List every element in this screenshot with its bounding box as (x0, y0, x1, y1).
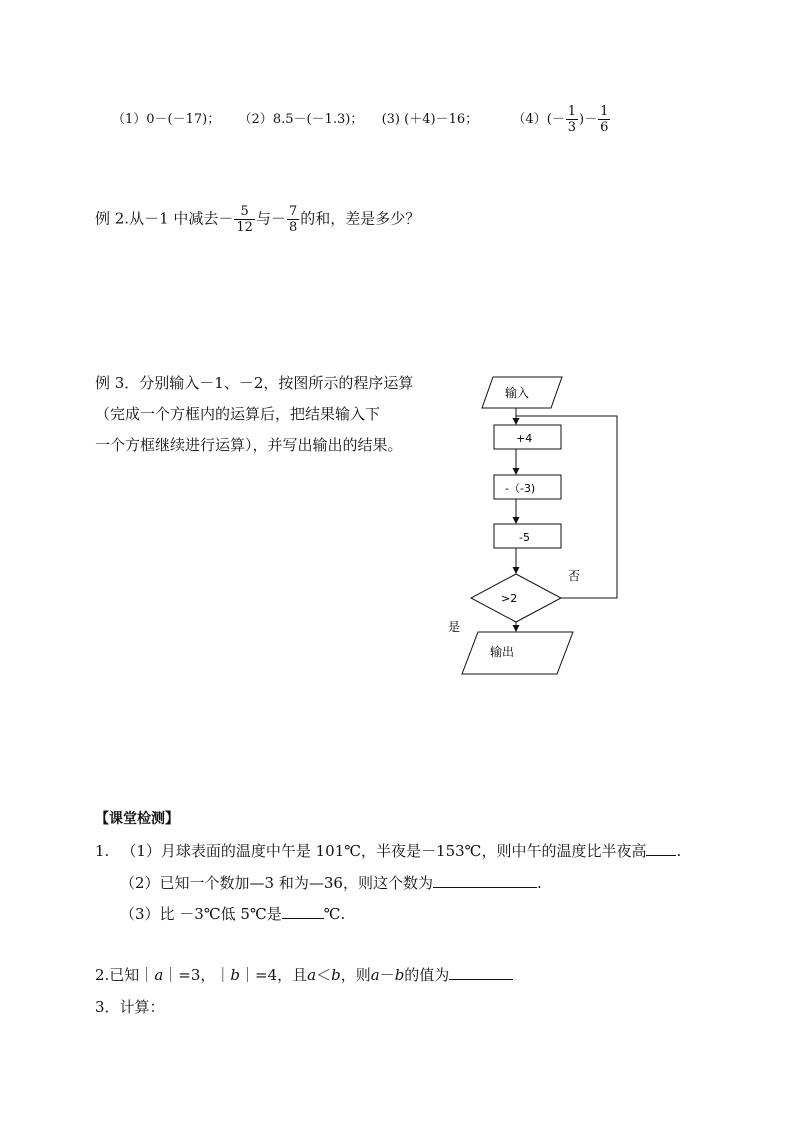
var-b: b (331, 966, 341, 984)
exercise-1-part-4-close: )－ (579, 112, 598, 127)
question-1-number: 1. (95, 842, 110, 860)
flowchart-no-label: 否 (568, 569, 581, 583)
fraction-denominator: 8 (288, 220, 298, 235)
question-1-line-a (95, 840, 681, 861)
exercise-1-part-2-expr: 8.5－(－1.3)； (272, 112, 364, 127)
fraction-numerator: 7 (288, 204, 298, 219)
example-3-line-3: 一个方框继续进行运算），并写出输出的结果。 (95, 436, 403, 454)
var-b: b (230, 966, 240, 984)
exercise-1-part-1-label: （1） (112, 112, 147, 127)
question-1c-end: ℃. (323, 905, 346, 923)
fraction-denominator: 12 (236, 220, 253, 235)
question-1a-text: （1）月球表面的温度中午是 101℃，半夜是－153℃，则中午的温度比半夜高 (121, 842, 647, 860)
less-than-sign: ＜ (316, 966, 332, 984)
flowchart-input-label: 输入 (505, 386, 530, 400)
question-1b-end: . (536, 874, 542, 892)
example-2-middle: 与－ (255, 209, 286, 228)
flowchart-output-shape (462, 632, 573, 674)
var-a: a (154, 966, 164, 984)
question-2-end: 的值为 (404, 966, 450, 984)
question-2 (95, 964, 513, 985)
question-2-mid-3: ，则 (340, 966, 371, 984)
var-a: a (307, 966, 317, 984)
answer-blank[interactable] (433, 873, 537, 888)
fraction-numerator: 5 (234, 204, 255, 220)
exercise-1-part-4-label: （4） (512, 112, 547, 127)
question-1c-text: （3）比 －3℃低 5℃是 (120, 905, 282, 923)
fraction-numerator: 1 (567, 104, 577, 119)
answer-blank[interactable] (646, 841, 676, 856)
flowchart-yes-label: 是 (448, 620, 461, 634)
fraction-denominator: 6 (600, 120, 609, 135)
example-3-line-1: 例 3．分别输入－1、－2，按图所示的程序运算 (95, 374, 414, 392)
question-1b-text: （2）已知一个数加—3 和为—36，则这个数为 (120, 874, 433, 892)
answer-blank[interactable] (282, 904, 324, 919)
minus-sign: － (379, 966, 395, 984)
exercise-1-part-3-expr: (＋4)－16； (404, 112, 479, 127)
question-2-prefix: 2.已知｜ (95, 966, 155, 984)
answer-blank[interactable] (449, 965, 513, 980)
flowchart-step-minus-neg3-label: -（-3) (505, 482, 536, 495)
question-2-mid-1: ｜=3，｜ (163, 966, 231, 984)
classroom-check-heading: 【课堂检测】 (95, 811, 179, 827)
exercise-1-part-3-label: (3) (381, 112, 401, 127)
exercise-1-part-2-label: （2） (238, 112, 273, 127)
var-b: b (394, 966, 405, 984)
exercise-1-part-1-expr: 0－(－17)； (146, 112, 221, 127)
example-2-prefix: 例 2.从－1 中减去－ (95, 209, 234, 228)
question-2-mid-2: ｜=4，且 (240, 966, 308, 984)
var-a: a (370, 966, 380, 984)
flowchart-step-minus-5-label: -5 (519, 531, 530, 544)
question-1-line-b (120, 872, 542, 893)
question-3: 3．计算： (95, 998, 165, 1016)
exercise-1-part-4-open: (－ (546, 112, 565, 127)
fraction-numerator: 1 (600, 104, 609, 119)
question-1-line-c (120, 903, 345, 924)
fraction-denominator: 3 (567, 120, 577, 135)
example-2-suffix: 的和，差是多少？ (300, 209, 421, 228)
flowchart-step-add-4-label: +4 (516, 432, 533, 445)
question-1a-end: . (676, 842, 682, 860)
flowchart-output-label: 输出 (490, 645, 515, 659)
flowchart-decision-label: >2 (501, 592, 518, 605)
example-3-line-2: （完成一个方框内的运算后，把结果输入下 (95, 405, 381, 423)
